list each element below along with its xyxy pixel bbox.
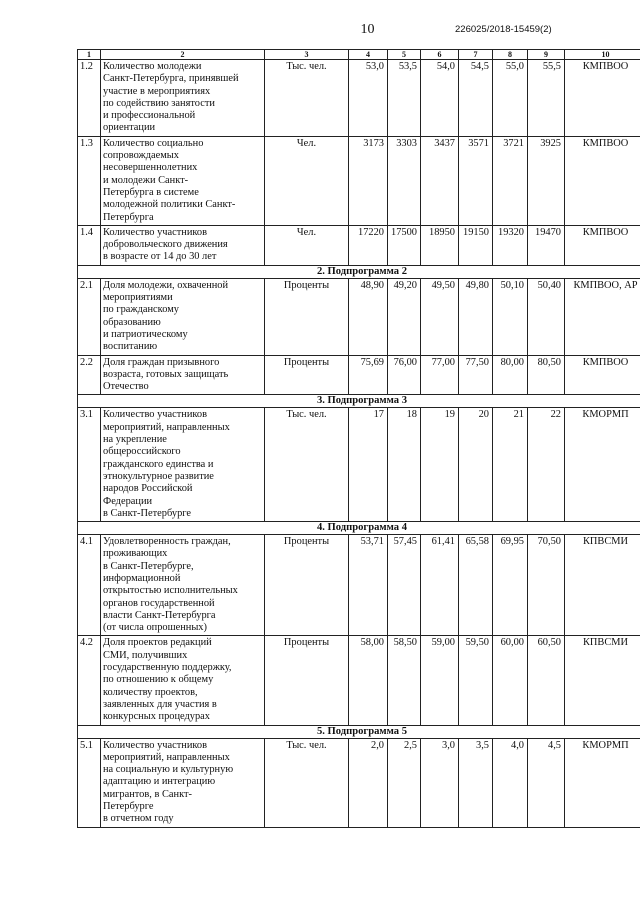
value: 77,00 [421, 355, 459, 395]
row-number: 1.4 [78, 225, 101, 265]
value: 80,50 [528, 355, 565, 395]
value: 55,0 [493, 60, 528, 137]
value: 18950 [421, 225, 459, 265]
section-title: 5. Подпрограмма 5 [78, 725, 640, 738]
value: 58,00 [349, 636, 388, 725]
value: 54,0 [421, 60, 459, 137]
page-number: 10 [360, 22, 375, 37]
row-number: 1.3 [78, 136, 101, 225]
section-title: 2. Подпрограмма 2 [78, 265, 640, 278]
value: 17220 [349, 225, 388, 265]
column-number: 1 [78, 50, 101, 60]
value: 2,5 [388, 738, 421, 827]
column-number-row [78, 50, 640, 60]
value: 3925 [528, 136, 565, 225]
executor: КМПВОО [565, 225, 640, 265]
value: 65,58 [459, 535, 493, 636]
value: 61,41 [421, 535, 459, 636]
value: 2,0 [349, 738, 388, 827]
executor: КМОРМП [565, 408, 640, 522]
value: 60,00 [493, 636, 528, 725]
value: 70,50 [528, 535, 565, 636]
executor: КМПВОО, АР [565, 278, 640, 355]
column-number: 8 [493, 50, 528, 60]
value: 18 [388, 408, 421, 522]
value: 49,50 [421, 278, 459, 355]
row-number: 2.2 [78, 355, 101, 395]
table-row [78, 225, 640, 265]
indicator-name: Доля проектов редакций СМИ, получивших государственную поддержку, по отношению к общему количеству проектов, заявленных для участия в конкурсных процедурах [101, 636, 265, 725]
value: 3173 [349, 136, 388, 225]
section-row [78, 725, 640, 738]
executor: КПВСМИ [565, 535, 640, 636]
value: 59,50 [459, 636, 493, 725]
table-row [78, 355, 640, 395]
row-number: 4.1 [78, 535, 101, 636]
unit: Проценты [265, 535, 349, 636]
value: 3721 [493, 136, 528, 225]
indicators-table [77, 49, 640, 828]
unit: Проценты [265, 278, 349, 355]
value: 48,90 [349, 278, 388, 355]
column-number: 4 [349, 50, 388, 60]
indicator-name: Количество участников мероприятий, направленных на укрепление общероссийского гражданского единства и этнокультурное развитие народов Российской Федерации в Санкт-Петербурге [101, 408, 265, 522]
table-row [78, 278, 640, 355]
value: 58,50 [388, 636, 421, 725]
table-row [78, 738, 640, 827]
section-row [78, 265, 640, 278]
executor: КМОРМП [565, 738, 640, 827]
row-number: 2.1 [78, 278, 101, 355]
value: 80,00 [493, 355, 528, 395]
executor: КМПВОО [565, 355, 640, 395]
value: 19470 [528, 225, 565, 265]
value: 17500 [388, 225, 421, 265]
executor: КПВСМИ [565, 636, 640, 725]
indicator-name: Количество участников добровольческого движения в возрасте от 14 до 30 лет [101, 225, 265, 265]
row-number: 3.1 [78, 408, 101, 522]
value: 53,0 [349, 60, 388, 137]
row-number: 4.2 [78, 636, 101, 725]
section-title: 3. Подпрограмма 3 [78, 395, 640, 408]
section-row [78, 395, 640, 408]
value: 3,0 [421, 738, 459, 827]
value: 57,45 [388, 535, 421, 636]
column-number: 2 [101, 50, 265, 60]
unit: Чел. [265, 136, 349, 225]
indicator-name: Количество молодежи Санкт-Петербурга, принявшей участие в мероприятиях по содействию занятости и профессиональной ориентации [101, 60, 265, 137]
unit: Тыс. чел. [265, 738, 349, 827]
column-number: 10 [565, 50, 640, 60]
unit: Тыс. чел. [265, 408, 349, 522]
value: 3303 [388, 136, 421, 225]
table-row [78, 408, 640, 522]
unit: Проценты [265, 636, 349, 725]
value: 49,20 [388, 278, 421, 355]
value: 49,80 [459, 278, 493, 355]
value: 54,5 [459, 60, 493, 137]
table-row [78, 636, 640, 725]
table-row [78, 136, 640, 225]
section-title: 4. Подпрограмма 4 [78, 522, 640, 535]
section-row [78, 522, 640, 535]
value: 19150 [459, 225, 493, 265]
indicator-name: Доля молодежи, охваченной мероприятиями по гражданскому образованию и патриотическому воспитанию [101, 278, 265, 355]
value: 3571 [459, 136, 493, 225]
indicator-name: Доля граждан призывного возраста, готовых защищать Отечество [101, 355, 265, 395]
document-code: 226025/2018-15459(2) [455, 24, 552, 35]
value: 76,00 [388, 355, 421, 395]
value: 21 [493, 408, 528, 522]
column-number: 3 [265, 50, 349, 60]
value: 19 [421, 408, 459, 522]
table-row [78, 60, 640, 137]
value: 20 [459, 408, 493, 522]
indicator-name: Количество участников мероприятий, направленных на социальную и культурную адаптацию и интеграцию мигрантов, в Санкт- Петербурге в отчетном году [101, 738, 265, 827]
row-number: 5.1 [78, 738, 101, 827]
unit: Чел. [265, 225, 349, 265]
value: 53,71 [349, 535, 388, 636]
value: 55,5 [528, 60, 565, 137]
value: 77,50 [459, 355, 493, 395]
unit: Тыс. чел. [265, 60, 349, 137]
indicator-name: Удовлетворенность граждан, проживающих в Санкт-Петербурге, информационной открытостью исполнительных органов государственной власти Санкт-Петербурга (от числа опрошенных) [101, 535, 265, 636]
value: 4,5 [528, 738, 565, 827]
value: 17 [349, 408, 388, 522]
value: 69,95 [493, 535, 528, 636]
value: 3437 [421, 136, 459, 225]
row-number: 1.2 [78, 60, 101, 137]
value: 75,69 [349, 355, 388, 395]
table-row [78, 535, 640, 636]
value: 3,5 [459, 738, 493, 827]
indicator-name: Количество социально сопровождаемых несовершеннолетних и молодежи Санкт- Петербурга в системе молодежной политики Санкт- Петербурга [101, 136, 265, 225]
value: 59,00 [421, 636, 459, 725]
column-number: 5 [388, 50, 421, 60]
unit: Проценты [265, 355, 349, 395]
executor: КМПВОО [565, 136, 640, 225]
value: 50,40 [528, 278, 565, 355]
value: 19320 [493, 225, 528, 265]
column-number: 7 [459, 50, 493, 60]
value: 4,0 [493, 738, 528, 827]
value: 53,5 [388, 60, 421, 137]
column-number: 9 [528, 50, 565, 60]
value: 60,50 [528, 636, 565, 725]
executor: КМПВОО [565, 60, 640, 137]
value: 50,10 [493, 278, 528, 355]
value: 22 [528, 408, 565, 522]
column-number: 6 [421, 50, 459, 60]
